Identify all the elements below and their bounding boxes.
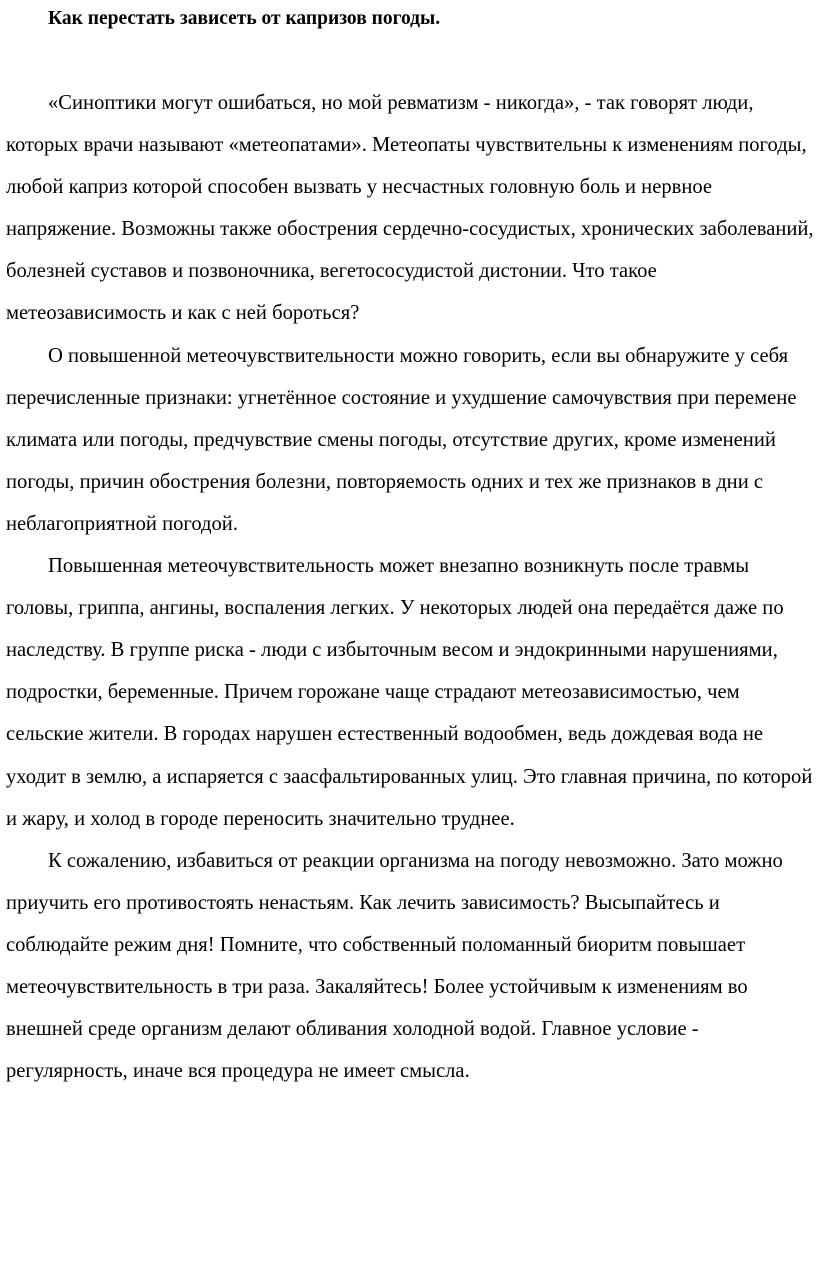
paragraph-4: К сожалению, избавиться от реакции организма на погоду невозможно. Зато можно приучить его противостоять ненастьям. Как лечить зависимость? Высыпайтесь и соблюдайте режим дня! Помните, что собственный поломанный биоритм повышает метеочувствительность в три раза. Закаляйтесь! Более устойчивым к изменениям во внешней среде организм делают обливания холодной водой. Главное условие - регулярность, иначе вся процедура не имеет смысла.: [6, 849, 783, 1083]
document-title: Как перестать зависеть от капризов погоды.: [48, 8, 441, 29]
document-body: [6, 82, 814, 1092]
paragraph-2: О повышенной метеочувствительности можно говорить, если вы обнаружите у себя перечисленные признаки: угнетённое состояние и ухудшение самочувствия при перемене климата или погоды, предчувствие смены погоды, отсутствие других, кроме изменений погоды, причин обострения болезни, повторяемость одних и тех же признаков в дни с неблагоприятной погодой.: [6, 344, 797, 535]
paragraph-1: «Синоптики могут ошибаться, но мой ревматизм - никогда», - так говорят люди, которых врачи называют «метеопатами». Метеопаты чувствительны к изменениям погоды, любой каприз которой способен вызвать у несчастных головную боль и нервное напряжение. Возможны также обострения сердечно-сосудистых, хронических заболеваний, болезней суставов и позвоночника, вегетососудистой дистонии. Что такое метеозависимость и как с ней бороться?: [6, 92, 814, 325]
paragraph-3: Повышенная метеочувствительность может внезапно возникнуть после травмы головы, гриппа, ангины, воспаления легких. У некоторых людей она передаётся даже по наследству. В группе риска - люди с избыточным весом и эндокринными нарушениями, подростки, беременные. Причем горожане чаще страдают метеозависимостью, чем сельские жители. В городах нарушен естественный водообмен, ведь дождевая вода не уходит в землю, а испаряется с заасфальтированных улиц. Это главная причина, по которой и жару, и холод в городе переносить значительно труднее.: [6, 555, 813, 830]
